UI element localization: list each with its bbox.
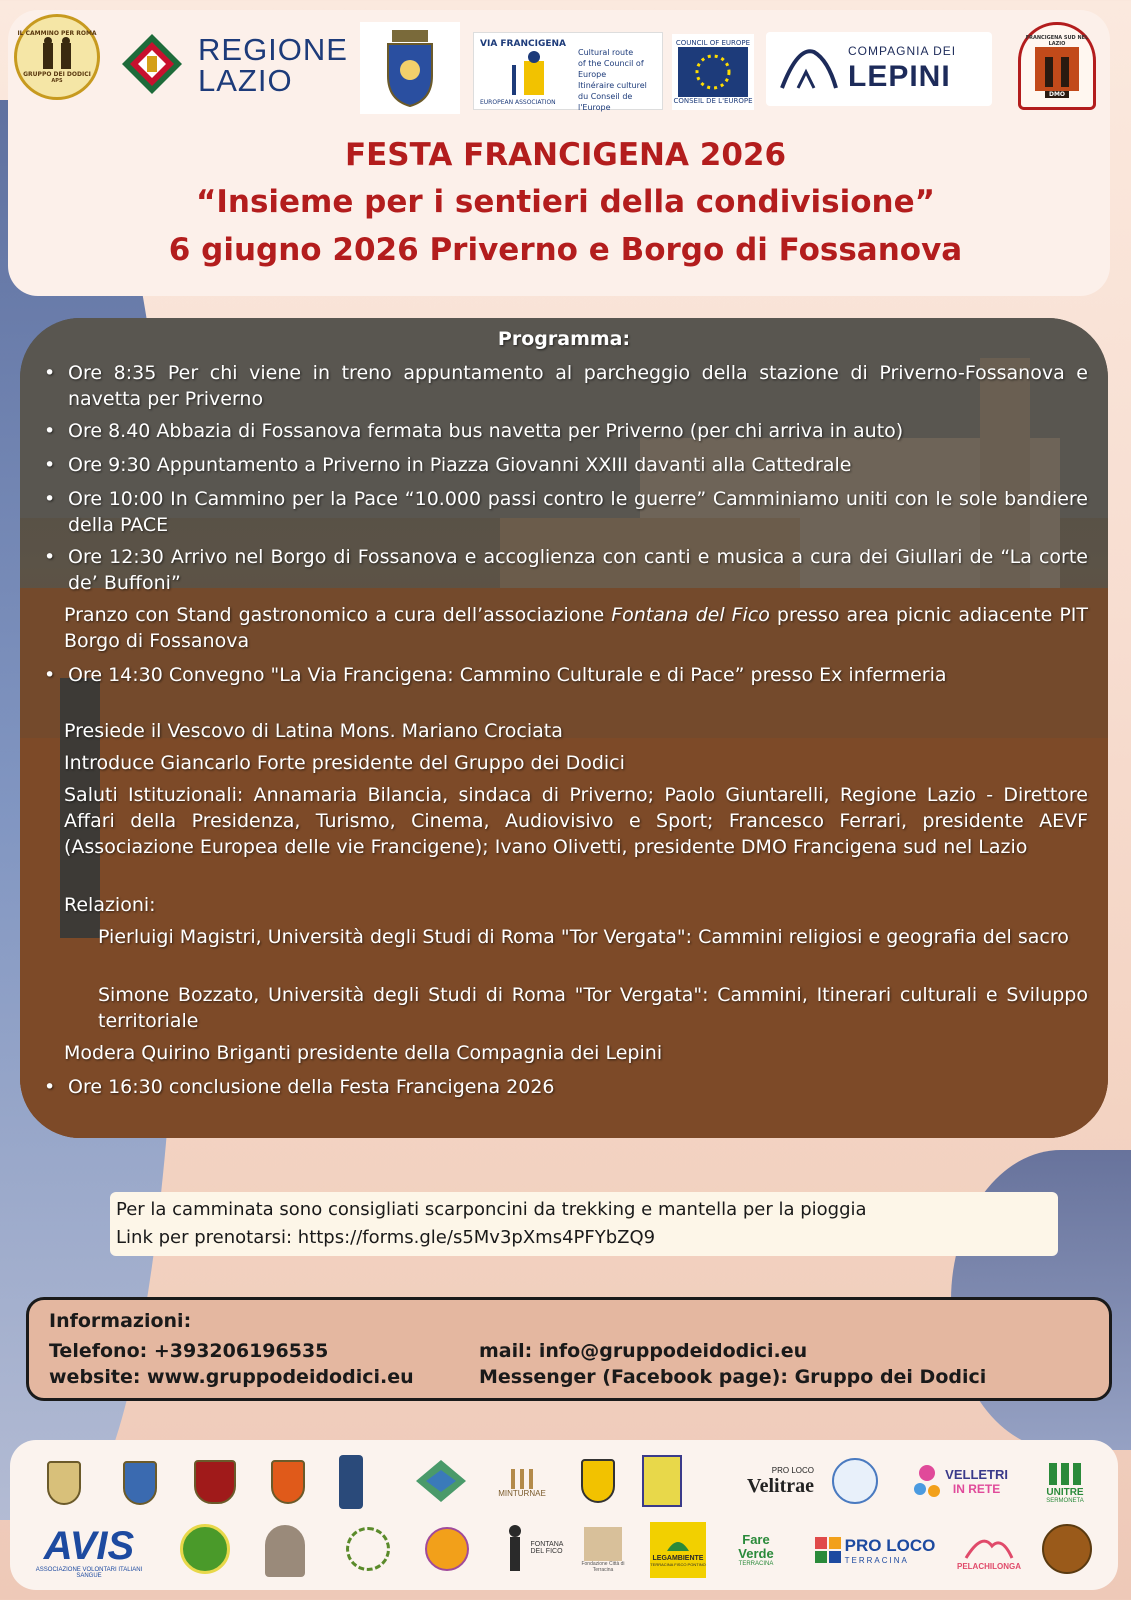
vf-name: VIA FRANCIGENA [480,39,566,49]
compagnia-lepini-logo [766,32,992,106]
legambiente-sub-text: TERRACINA FISCO PONTINO [650,1562,706,1567]
pranzo-text-em: Fontana del Fico [611,604,770,626]
regione-lazio-wordmark [198,32,358,98]
regione-emblem-icon [120,32,184,96]
via-francigena-logo [473,32,663,110]
crest-icon-4 [266,1454,310,1510]
logo-ring-text: IL CAMMINO PER ROMA [17,30,97,37]
notes-booking-link[interactable]: Link per prenotarsi: https://forms.gle/s5Mv3pXms4PFYbZQ9 [116,1227,656,1248]
program-item-0930: • Ore 9:30 Appuntamento a Priverno in Piazza Giovanni XXIII davanti alla Cattedrale [68,452,1088,478]
proloco-sermoneta-icon [640,1452,684,1510]
fare-verde-text: Fare Verde [738,1532,774,1561]
program-item-1230: • Ore 12:30 Arrivo nel Borgo di Fossanova e accoglienza con canti e musica a cura dei Giullari de “La corte de’ Buffoni” [68,544,1088,596]
info-phone[interactable]: Telefono: +393206196535 [49,1340,329,1362]
fare-verde-logo [726,1524,786,1576]
program-item-0840: • Ore 8.40 Abbazia di Fossanova fermata bus navetta per Priverno (per chi arriva in auto) [68,418,1088,444]
velletri-text: VELLETRI [945,1466,1008,1482]
info-box [26,1297,1112,1401]
title-block [0,132,1131,274]
council-bottom: CONSEIL DE L'EUROPE [673,97,753,105]
program-item-pranzo [64,602,1088,654]
orange-circle-logo-icon [422,1524,472,1574]
program-item-bozzato: Simone Bozzato, Università degli Studi di Roma "Tor Vergata": Cammini, Itinerari culturali e Sviluppo territoriale [98,984,1088,1032]
program-item-magistri: Pierluigi Magistri, Università degli Studi di Roma "Tor Vergata": Cammini religiosi e geografia del sacro [98,926,1069,948]
diamond-logo-icon [414,1458,468,1504]
yellow-shield-icon [576,1456,620,1506]
avis-logo [24,1522,154,1582]
regione-line2: LAZIO [198,63,293,98]
council-top: COUNCIL OF EUROPE [675,39,751,47]
dmo-ring-text: FRANCIGENA SUD NEL LAZIO [1025,34,1089,47]
unitre-logo [1030,1454,1100,1510]
info-label: Informazioni: [49,1310,192,1332]
program-item-modera: Modera Quirino Briganti presidente della Compagnia dei Lepini [64,1042,663,1064]
program-item-1430: • Ore 14:30 Convegno "La Via Francigena: Cammino Culturale e di Pace” presso Ex infermeria [68,662,1088,688]
mountain-icon [778,42,840,96]
pilgrims-icon [37,37,77,71]
vf-line2: of the Council of Europe [578,59,644,79]
proloco-velitrae-logo [704,1462,814,1502]
proloco-terracina-logo [810,1528,940,1572]
regione-line1: REGIONE [198,32,348,67]
regione-lazio-emblem [120,32,184,96]
proloco-sub-text: TERRACINA [844,1555,909,1565]
eu-stars-icon [678,47,748,97]
lepini-big-text: LEPINI [848,60,951,93]
crest-icon-2 [118,1456,162,1510]
program-item-introduce: Introduce Giancarlo Forte presidente del Gruppo dei Dodici [64,752,625,774]
program-title: Programma: [497,328,631,350]
notes-equipment: Per la camminata sono consigliati scarponcini da trekking e mantella per la pioggia [116,1199,867,1220]
info-mail[interactable]: mail: info@gruppodeidodici.eu [479,1340,808,1362]
notes-box [110,1192,1058,1256]
program-content [20,318,1108,1138]
crest-icon-3 [190,1454,240,1510]
cammino-per-roma-logo [14,14,100,100]
wreath-logo-icon [340,1524,396,1574]
pranzo-text-a: Pranzo con Stand gastronomico a cura dell’associazione [64,604,612,626]
fondazione-terracina-logo [576,1520,630,1580]
bronze-seal-icon [1040,1522,1094,1576]
info-messenger[interactable]: Messenger (Facebook page): Gruppo dei Dodici [479,1366,987,1388]
program-item-1000: • Ore 10:00 In Cammino per la Pace “10.000 passi contro le guerre” Camminiamo uniti con le sole bandiere della PACE [68,486,1088,538]
legambiente-logo [650,1522,706,1578]
avis-text: AVIS [43,1524,135,1568]
logo-sub-text: GRUPPO DEI DODICI [23,71,91,78]
in-rete-text: IN RETE [952,1481,1001,1496]
program-item-relazioni: Relazioni: [64,894,156,916]
vf-assoc: EUROPEAN ASSOCIATION [480,99,556,106]
priverno-crest [360,22,460,114]
fondazione-text: Fondazione Città di Terracina [581,1561,625,1573]
dmo-label: DMO [1045,91,1069,98]
fare-verde-sub-text: TERRACINA [738,1561,774,1567]
blue-circle-logo-icon [830,1456,880,1506]
velitrae-text: Velitrae [746,1475,814,1497]
dmo-francigena-logo [1018,22,1096,110]
saint-portrait-icon [258,1520,312,1582]
pilgrim-icon [508,51,558,97]
avis-sub-text: ASSOCIAZIONE VOLONTARI ITALIANI SANGUE [35,1567,143,1579]
fontana-text: FONTANA DEL FICO [530,1541,564,1555]
program-item-saluti: Saluti Istituzionali: Annamaria Bilancia, sindaca di Priverno; Paolo Giuntarelli, Regione Lazio - Direttore Affari della Presidenza, Turismo, Cinema, Audiovisivo e Sport; Francesco Ferrari, presidente AEVF (Associazione Europea delle vie Francigene); Ivano Olivetti, presidente DMO Francigena sud nel Lazio [64,784,1088,858]
park-logo-icon [336,1452,366,1512]
unitre-text: UNITRE [1046,1486,1084,1498]
program-item-1630: • Ore 16:30 conclusione della Festa Francigena 2026 [68,1074,1088,1100]
council-of-europe-logo [672,34,754,110]
vf-line1: Cultural route [578,48,634,57]
municipal-crest-icon [382,28,438,108]
pranzo-text-b: presso area picnic adiacente PIT Borgo di Fossanova [64,604,1089,652]
info-website[interactable]: website: www.gruppodeidodici.eu [49,1366,414,1388]
event-date-place: 6 giugno 2026 Priverno e Borgo di Fossanova [168,232,963,268]
hikers-icon [1035,47,1079,91]
vf-route-text [578,47,662,113]
minturnae-logo [482,1456,562,1506]
legambiente-text: LEGAMBIENTE [652,1555,704,1562]
event-subtitle: “Insieme per i sentieri della condivisione” [195,184,936,220]
program-item-0835: • Ore 8:35 Per chi viene in treno appuntamento al parcheggio della stazione di Priverno-Fossanova e navetta per Priverno [68,360,1088,412]
top-logos-bar [8,10,1110,120]
velitrae-pro-text: PRO LOCO [771,1466,814,1475]
crest-icon-1 [42,1456,86,1510]
page-title: FESTA FRANCIGENA 2026 [344,137,787,173]
green-seal-icon [178,1522,232,1576]
program-item-presiede: Presiede il Vescovo di Latina Mons. Mariano Crociata [64,720,563,742]
sponsors-bar [10,1440,1118,1590]
vf-line4: du Conseil de l'Europe [578,92,633,112]
logo-aps-text: APS [51,78,63,84]
unitre-sub-text: SERMONETA [1046,1497,1084,1504]
minturnae-text: MINTURNAE [498,1488,546,1498]
proloco-text: PRO LOCO [844,1535,936,1555]
lepini-small-text: COMPAGNIA DEI [848,44,957,58]
pelachilonga-text: PELACHILONGA [957,1561,1021,1571]
fontana-del-fico-logo [496,1520,576,1576]
velletri-in-rete-logo [912,1458,1008,1504]
pelachilonga-logo [954,1524,1024,1578]
vf-line3: Itinéraire culturel [578,81,647,90]
